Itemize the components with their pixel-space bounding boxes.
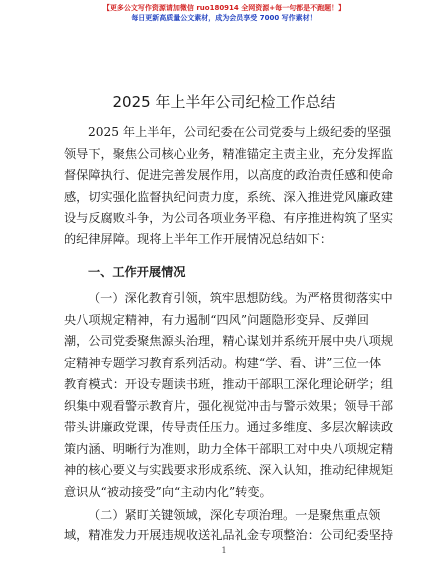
paragraph-line: 感，切实强化监督执纪问责力度，系统、深入推进党风廉政建: [64, 190, 394, 204]
paragraph-line: 领导下，聚焦公司核心业务，精准锚定主责主业，充分发挥监: [64, 147, 394, 161]
paragraph-line: 意识从“被动接受”向“主动内化”转变。: [64, 485, 272, 499]
paragraph-line: 神的核心要义与实践要求形成系统、深入认知，推动纪律规矩: [64, 463, 394, 477]
paragraph-line: 设与反腐败斗争，为公司各项业务平稳、有序推进构筑了坚实: [64, 211, 394, 225]
paragraph-line: 域，精准发力开展违规收送礼品礼金专项整治：公司纪委坚持: [64, 528, 394, 542]
paragraph-line: 督保障执行、促进完善发展作用，以高度的政治责任感和使命: [64, 168, 394, 182]
paragraph-line: 策内涵、明晰行为准则，助力全体干部职工对中央八项规定精: [64, 442, 394, 456]
promo-banner-line-2: 每日更新高质量公文素材，成为会员享受 7000 写作素材！: [131, 14, 317, 22]
paragraph-line: 潮，公司党委聚焦源头治理，精心谋划并系统开展中央八项规: [64, 334, 394, 348]
paragraph-line: 带头讲廉政党课，传导责任压力。通过多维度、多层次解读政: [64, 420, 394, 434]
page-number: 1: [221, 546, 227, 555]
paragraph-line: 的纪律屏障。现将上半年工作开展情况总结如下：: [64, 232, 333, 246]
promo-banner-line-1: 【更多公文写作资源请加微信 ruo180914 全网资源+每一句都是不跑题！】: [102, 4, 346, 12]
paragraph-line: 央八项规定精神，有力遏制“四风”问题隐形变异、反弹回: [64, 313, 369, 327]
paragraph-line: （二）紧盯关键领域，深化专项治理。一是聚焦重点领: [88, 508, 381, 522]
paragraph-line: 教育模式：开设专题读书班，推动干部职工深化理论研学；组: [64, 377, 394, 391]
document-title: 2025 年上半年公司纪检工作总结: [112, 93, 336, 111]
paragraph-line: 2025 年上半年，公司纪委在公司党委与上级纪委的坚强: [88, 125, 392, 139]
paragraph-line: （一）深化教育引领，筑牢思想防线。为严格贯彻落实中: [88, 291, 393, 305]
paragraph-line: 织集中观看警示教育片，强化视觉冲击与警示效果；领导干部: [64, 399, 394, 413]
section-heading: 一、工作开展情况: [88, 265, 186, 279]
paragraph-line: 定精神专题学习教育系列活动。构建“学、看、讲”三位一体: [64, 356, 382, 370]
